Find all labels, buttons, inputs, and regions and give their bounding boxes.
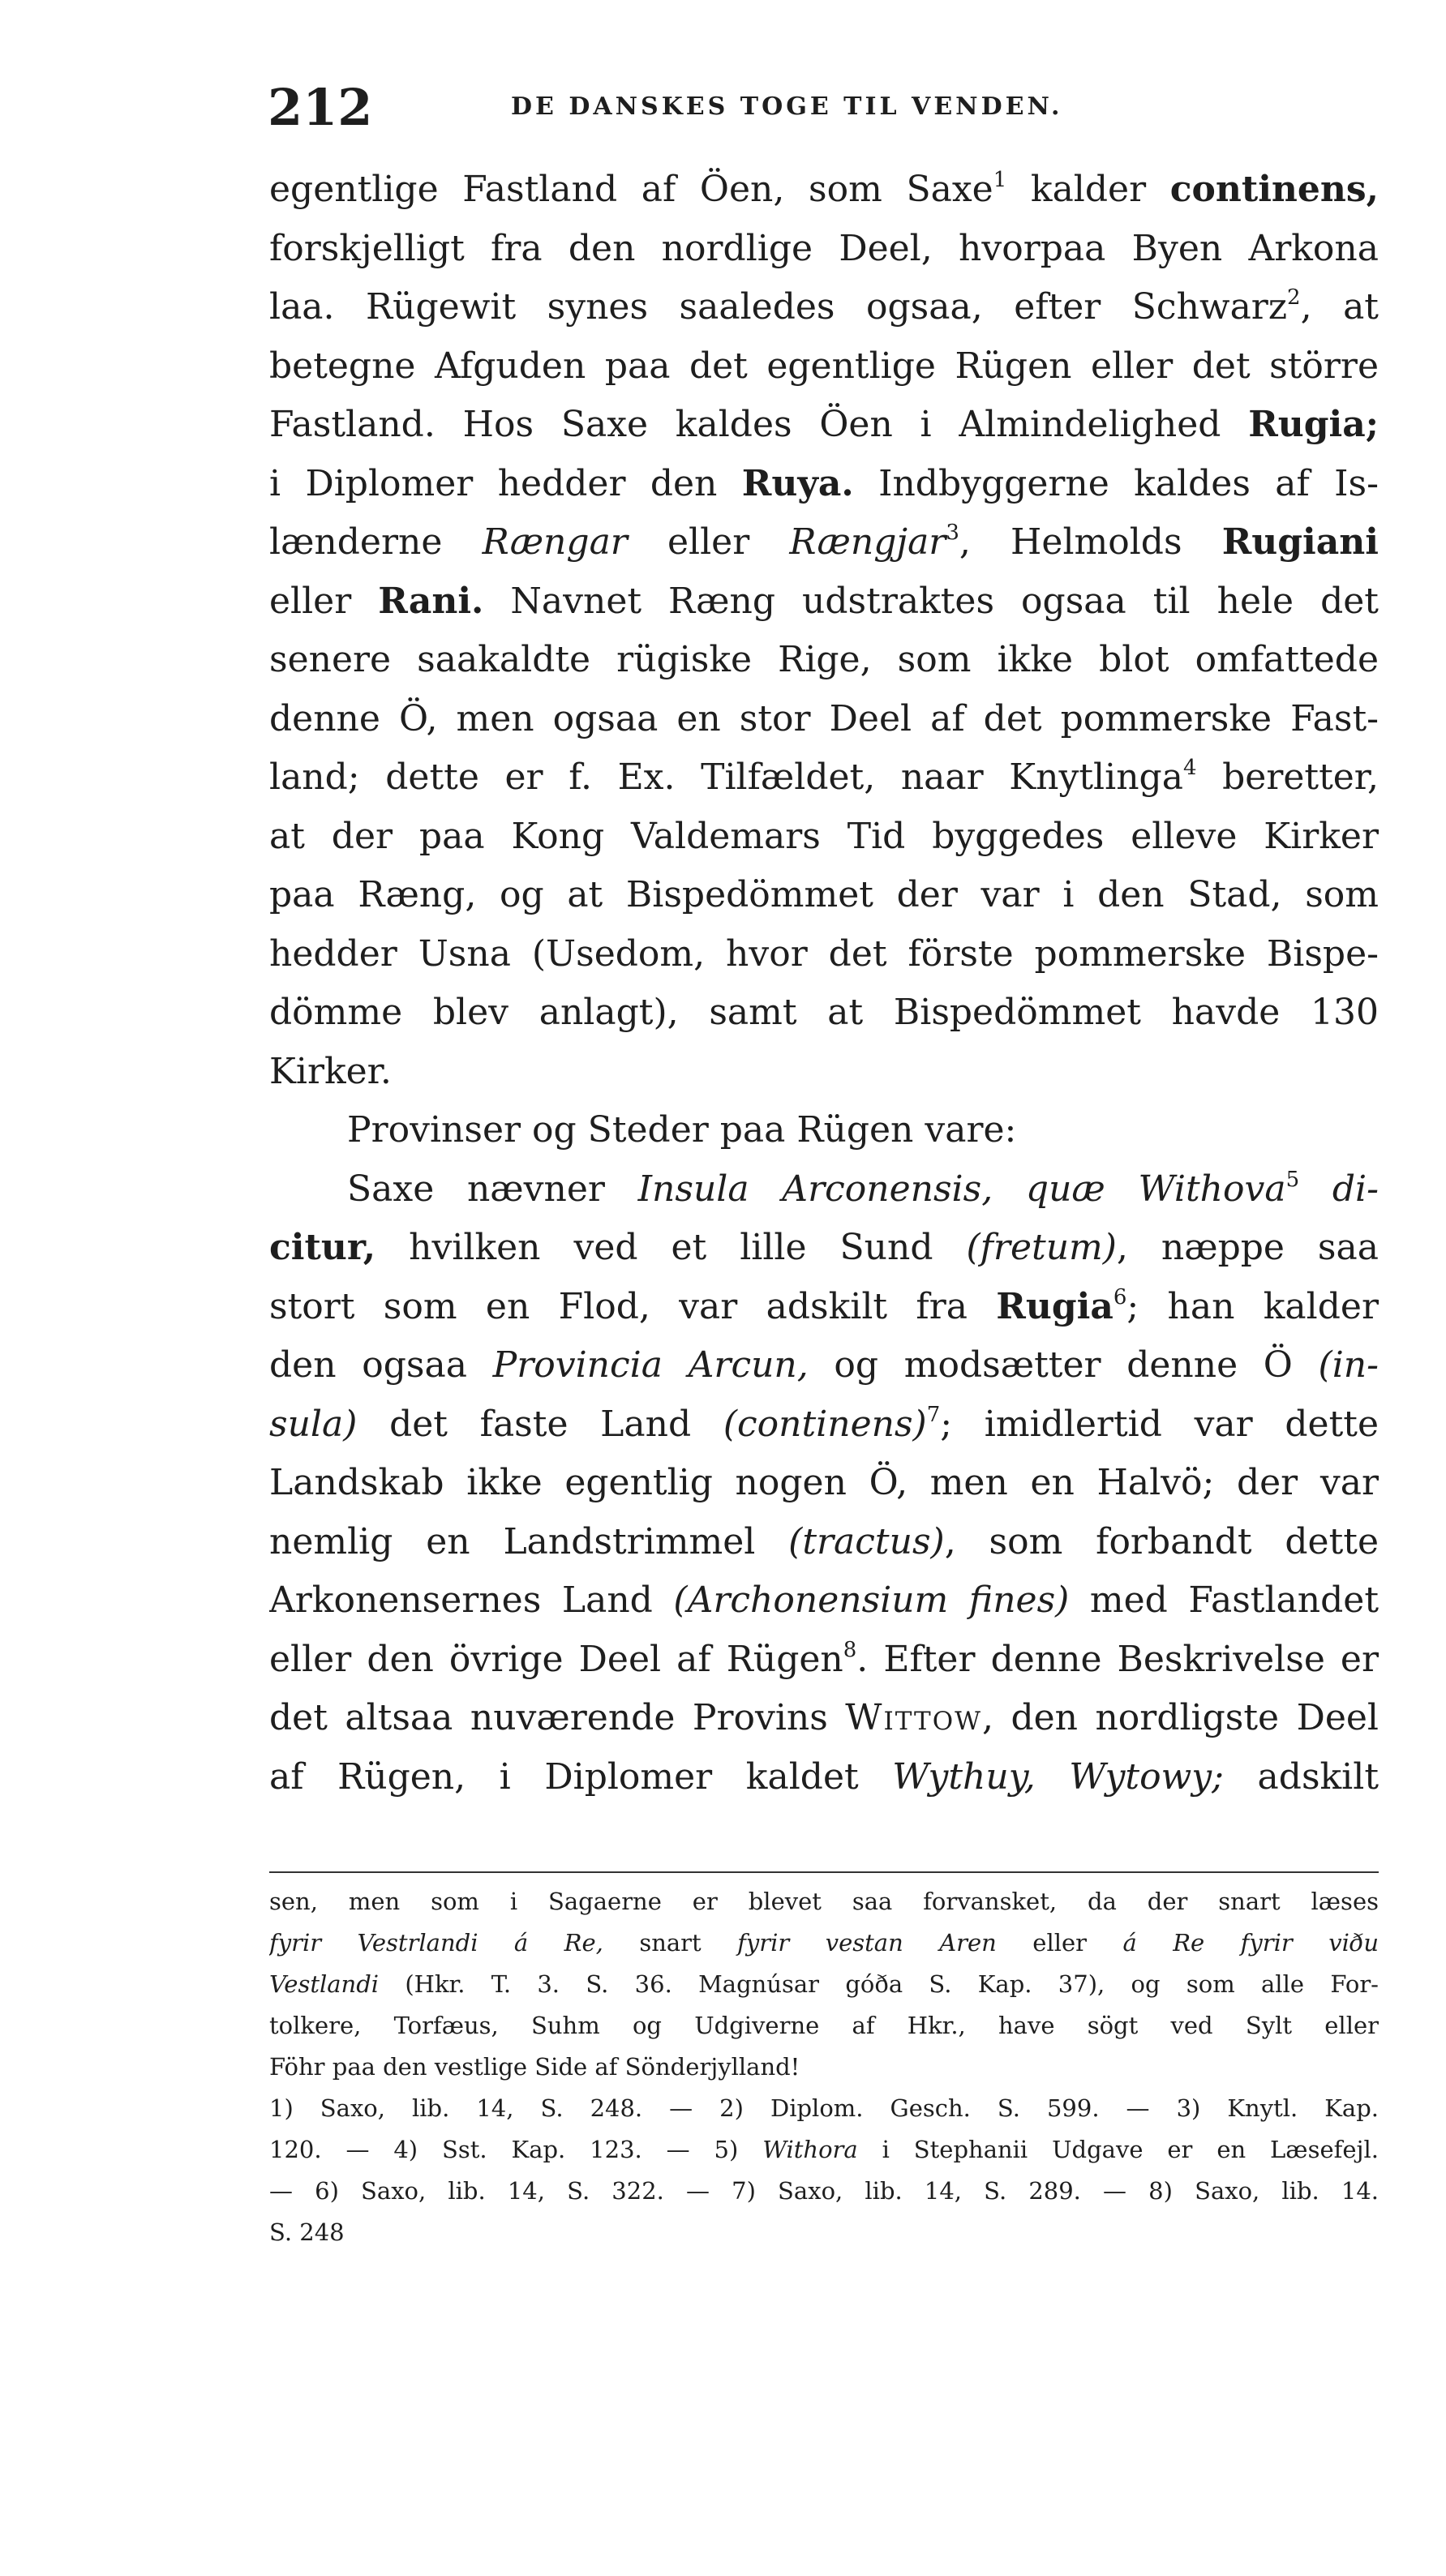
- footnote-line: 120. — 4) Sst. Kap. 123. — 5) Withora i Stephanii Udgave er en Læsefejl.: [269, 2136, 1379, 2163]
- footnote-line: — 6) Saxo, lib. 14, S. 322. — 7) Saxo, lib. 14, S. 289. — 8) Saxo, lib. 14.: [269, 2177, 1379, 2205]
- footnote-ref: 3: [946, 521, 959, 545]
- footnote-ref: 6: [1113, 1284, 1127, 1309]
- styled-text: Provincia Arcun,: [492, 1344, 809, 1386]
- text-line: eller Rani. Navnet Ræng udstraktes ogsaa til hele det: [269, 580, 1379, 622]
- footnotes: [269, 1881, 1379, 2253]
- footnote-line: Föhr paa den vestlige Side af Sönderjylland!: [269, 2053, 800, 2081]
- styled-text: (fretum): [966, 1227, 1117, 1268]
- text-line: dömme blev anlagt), samt at Bispedömmet havde 130: [269, 992, 1379, 1033]
- styled-text: Ruya.: [741, 462, 854, 504]
- text-line: Provinser og Steder paa Rügen vare:: [347, 1109, 1017, 1151]
- styled-text: á Re fyrir viðu: [1122, 1929, 1379, 1957]
- footnote-line: Vestlandi (Hkr. T. 3. S. 36. Magnúsar góða S. Kap. 37), og som alle For-: [269, 1970, 1379, 1998]
- styled-text: Wittow: [845, 1697, 982, 1738]
- text-line: det altsaa nuværende Provins Wittow, den nordligste Deel: [269, 1697, 1379, 1738]
- text-line: forskjelligt fra den nordlige Deel, hvorpaa Byen Arkona: [269, 227, 1379, 269]
- footnote-ref: 5: [1285, 1167, 1300, 1192]
- footnote-rule: [269, 1871, 1379, 1873]
- text-line: eller den övrige Deel af Rügen$^8$. Efter denne Beskrivelse er: [269, 1637, 1379, 1680]
- footnote-ref: 8: [843, 1637, 857, 1662]
- text-line: paa Ræng, og at Bispedömmet der var i den Stad, som: [269, 874, 1379, 915]
- text-line: egentlige Fastland af Öen, som Saxe$^1$ kalder continens,: [269, 168, 1379, 210]
- text-line: Fastland. Hos Saxe kaldes Öen i Almindelighed Rugia;: [269, 404, 1379, 445]
- styled-text: Rængjar: [789, 521, 946, 563]
- text-line: Kirker.: [269, 1050, 392, 1092]
- text-line: laa. Rügewit synes saaledes ogsaa, efter Schwarz$^2$, at: [269, 285, 1379, 328]
- styled-text: continens,: [1169, 169, 1379, 210]
- styled-text: Rængar: [482, 521, 628, 563]
- styled-text: sula): [269, 1403, 358, 1445]
- styled-text: Rani.: [378, 580, 484, 622]
- styled-text: Rugiani: [1221, 521, 1379, 563]
- text-line: stort som en Flod, var adskilt fra Rugia$^6$; han kalder: [269, 1284, 1379, 1327]
- text-line: hedder Usna (Usedom, hvor det förste pommerske Bispe-: [269, 932, 1379, 975]
- text-line: den ogsaa Provincia Arcun, og modsætter denne Ö (in-: [269, 1344, 1379, 1386]
- footnote-line: S. 248: [269, 2218, 345, 2246]
- styled-text: citur,: [269, 1227, 376, 1268]
- footnote-line: sen, men som i Sagaerne er blevet saa forvansket, da der snart læses: [269, 1888, 1379, 1915]
- styled-text: Wythuy, Wytowy;: [892, 1755, 1224, 1798]
- text-line: lænderne Rængar eller Rængjar$^3$, Helmolds Rugiani: [269, 521, 1379, 563]
- text-line: denne Ö, men ogsaa en stor Deel af det pommerske Fast-: [269, 697, 1379, 739]
- main-text: [269, 161, 1379, 1807]
- footnote-ref: 2: [1287, 285, 1301, 310]
- footnote-ref: 1: [993, 168, 1007, 192]
- page-header: [268, 78, 1403, 135]
- text-line: senere saakaldte rügiske Rige, som ikke blot omfattede: [269, 639, 1379, 680]
- text-line: af Rügen, i Diplomer kaldet Wythuy, Wytowy; adskilt: [269, 1755, 1379, 1798]
- text-line: sula) det faste Land (continens)$^7$; imidlertid var dette: [269, 1402, 1379, 1445]
- text-line: Saxe nævner Insula Arconensis, quæ Withova$^5$ di-: [347, 1167, 1379, 1210]
- footnote-line: tolkere, Torfæus, Suhm og Udgiverne af Hkr., have sögt ved Sylt eller: [269, 2012, 1379, 2039]
- text-line: Arkonensernes Land (Archonensium fines) med Fastlandet: [269, 1579, 1379, 1621]
- styled-text: di-: [1332, 1168, 1379, 1210]
- text-line: at der paa Kong Valdemars Tid byggedes elleve Kirker: [269, 815, 1379, 857]
- styled-text: (Archonensium fines): [673, 1579, 1070, 1621]
- footnote-ref: 4: [1182, 756, 1197, 780]
- styled-text: (in-: [1318, 1344, 1379, 1386]
- styled-text: fyrir Vestrlandi á Re,: [269, 1929, 603, 1957]
- styled-text: (tractus): [788, 1520, 945, 1562]
- text-line: land; dette er f. Ex. Tilfældet, naar Knytlinga$^4$ beretter,: [269, 756, 1379, 798]
- footnote-line: fyrir Vestrlandi á Re, snart fyrir vestan Aren eller á Re fyrir viðu: [269, 1929, 1379, 1957]
- footnote-line: 1) Saxo, lib. 14, S. 248. — 2) Diplom. Gesch. S. 599. — 3) Knytl. Kap.: [269, 2094, 1379, 2122]
- styled-text: fyrir vestan Aren: [737, 1929, 997, 1957]
- page-number: 212: [268, 78, 373, 137]
- text-line: i Diplomer hedder den Ruya. Indbyggerne kaldes af Is-: [269, 462, 1379, 504]
- text-line: citur, hvilken ved et lille Sund (fretum), næppe saa: [269, 1227, 1379, 1268]
- text-line: betegne Afguden paa det egentlige Rügen eller det större: [269, 345, 1379, 387]
- styled-text: Rugia;: [1248, 404, 1379, 445]
- text-line: Landskab ikke egentlig nogen Ö, men en Halvö; der var: [269, 1462, 1379, 1503]
- styled-text: (continens): [723, 1403, 927, 1445]
- styled-text: Rugia: [996, 1285, 1113, 1327]
- styled-text: Insula Arconensis, quæ Withova: [637, 1168, 1286, 1210]
- styled-text: Vestlandi: [269, 1970, 380, 1998]
- running-title: DE DANSKES TOGE TIL VENDEN.: [511, 92, 1063, 121]
- footnote-ref: 7: [926, 1402, 941, 1427]
- styled-text: Withora: [762, 2136, 858, 2163]
- text-line: nemlig en Landstrimmel (tractus), som forbandt dette: [269, 1520, 1379, 1562]
